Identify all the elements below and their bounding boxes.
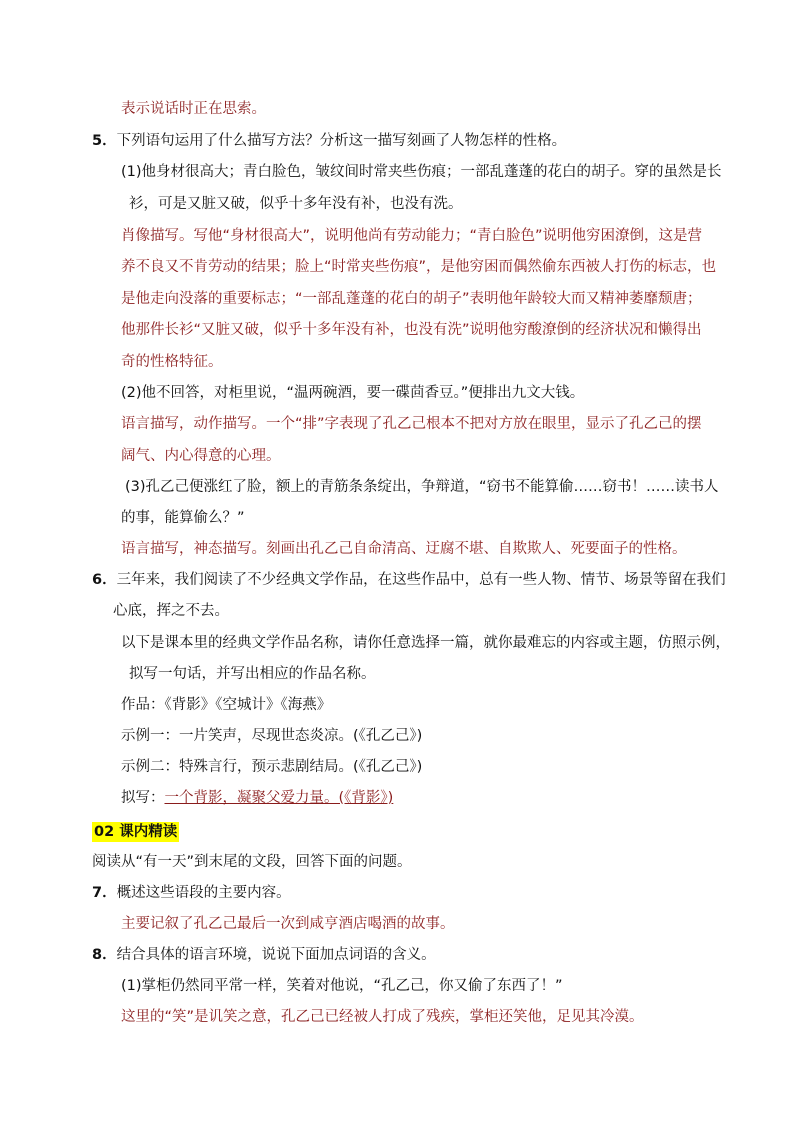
question-number: 7． (92, 885, 117, 901)
example-1: 示例一：一片笑声，尽现世态炎凉。(《孔乙己》) (121, 728, 423, 744)
answer-text: 养不良又不肯劳动的结果；脸上“时常夹些伤痕”，是他穷困而偶然偷东西被人打伤的标志，也 (121, 259, 717, 275)
question-text: 概述这些语段的主要内容。 (116, 885, 291, 901)
works-list: 作品：《背影》《空城计》《海燕》 (121, 697, 332, 713)
answer-text: 肖像描写。写他“身材很高大”，说明他尚有劳动能力；“青白脸色”说明他穷困潦倒，这是营 (121, 228, 703, 244)
question-5 (92, 131, 566, 151)
draft-label: 拟写： (121, 790, 165, 806)
question-text: 拟写一句话，并写出相应的作品名称。 (129, 666, 376, 682)
answer-text: 奇的性格特征。 (121, 354, 223, 370)
example-2: 示例二：特殊言行，预示悲剧结局。(《孔乙己》) (121, 759, 423, 775)
answer-text: 语言描写，神态描写。刻画出孔乙己自命清高、迂腐不堪、自欺欺人、死要面子的性格。 (121, 541, 687, 557)
question-number: 6． (92, 572, 117, 588)
question-text: 结合具体的语言环境，说说下面加点词语的含义。 (116, 947, 436, 963)
question-8 (92, 945, 436, 965)
question-text: 以下是课本里的经典文学作品名称，请你任意选择一篇，就你最难忘的内容或主题，仿照示例， (121, 635, 730, 651)
question-text: 下列语句运用了什么描写方法？分析这一描写刻画了人物怎样的性格。 (116, 133, 567, 149)
answer-text: 表示说话时正在思索。 (121, 101, 266, 117)
answer-text: 是他走向没落的重要标志；“一部乱蓬蓬的花白的胡子”表明他年龄较大而又精神萎靡颓唐； (121, 291, 702, 307)
question-6 (92, 570, 726, 590)
answer-text: 他那件长衫“又脏又破，似乎十多年没有补，也没有洗”说明他穷酸潦倒的经济状况和懒得出 (121, 322, 702, 338)
quote-line: (1)他身材很高大；青白脸色，皱纹间时常夹些伤痕；一部乱蓬蓬的花白的胡子。穿的虽然是长 (121, 164, 722, 180)
question-text: 三年来，我们阅读了不少经典文学作品，在这些作品中，总有一些人物、情节、场景等留在我们 (116, 572, 726, 588)
answer-text: 阔气、内心得意的心理。 (121, 448, 281, 464)
question-7 (92, 883, 291, 903)
question-number: 5． (92, 133, 117, 149)
quote-line: 衫，可是又脏又破，似乎十多年没有补，也没有洗。 (129, 196, 463, 212)
draft-answer: 一个背影，凝聚父爱力量。(《背影》) (164, 790, 394, 806)
quote-line: (2)他不回答，对柜里说，“温两碗酒，要一碟茴香豆。”便排出九文大钱。 (121, 385, 585, 401)
draft-line (121, 788, 393, 808)
reading-instruction: 阅读从“有一天”到末尾的文段，回答下面的问题。 (92, 854, 412, 870)
quote-line: (3)孔乙己便涨红了脸，额上的青筋条条绽出，争辩道，“窃书不能算偷……窃书！……读书人 (125, 479, 719, 495)
question-number: 8． (92, 947, 117, 963)
section-heading: 02 课内精读 (94, 824, 178, 840)
answer-text: 这里的“笑”是讥笑之意，孔乙己已经被人打成了残疾，掌柜还笑他，足见其冷漠。 (121, 1009, 644, 1025)
quote-line: (1)掌柜仍然同平常一样，笑着对他说，“孔乙己，你又偷了东西了！” (121, 978, 563, 994)
answer-text: 语言描写，动作描写。一个“排”字表现了孔乙己根本不把对方放在眼里，显示了孔乙己的摆 (121, 416, 702, 432)
quote-line: 的事，能算偷么？” (121, 510, 245, 526)
answer-text: 主要记叙了孔乙己最后一次到咸亨酒店喝酒的故事。 (121, 916, 455, 932)
question-text: 心底，挥之不去。 (113, 603, 229, 619)
